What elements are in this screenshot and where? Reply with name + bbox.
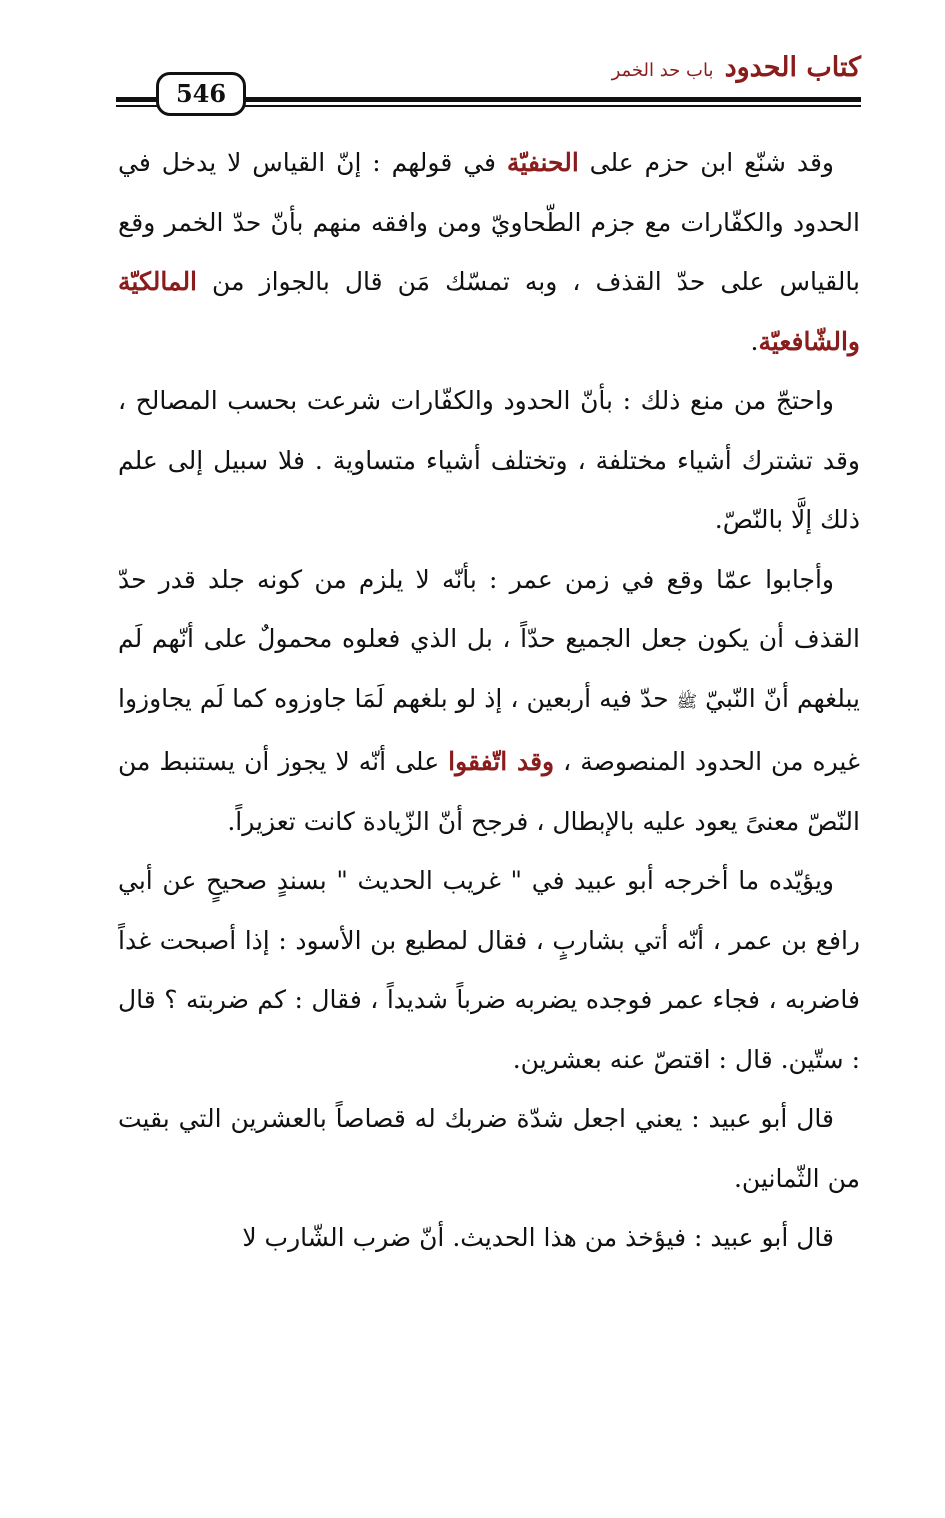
emphasized-term: وقد اتّفقوا [448, 747, 555, 776]
book-title: كتاب الحدود [724, 52, 861, 83]
paragraph-text: حدّ فيه أربعين ، إذ لو بلغهم لَمَا جاوزوه كما لَم يجاوزوا غيره من الحدود المنصوصة ، [118, 683, 860, 776]
body-paragraph [118, 1208, 860, 1268]
page-header [116, 50, 861, 110]
paragraph-text: . [750, 326, 759, 356]
body-paragraph [118, 371, 860, 550]
paragraph-text: وقد شنّع ابن حزم على [578, 148, 834, 177]
chapter-title: باب حد الخمر [611, 60, 714, 81]
emphasized-term: المالكيّة والشّافعيّة [118, 267, 860, 356]
page-number: 546 [156, 72, 246, 116]
paragraph-text: قال أبو عبيد : فيؤخذ من هذا الحديث. أنّ ضرب الشّارب لا [242, 1223, 834, 1252]
paragraph-text: قال أبو عبيد : يعني اجعل شدّة ضربك له قصاصاً بالعشرين التي بقيت من الثّمانين. [118, 1104, 860, 1193]
emphasized-term: الحنفيّة [506, 148, 579, 177]
paragraph-text: واحتجّ من منع ذلك : بأنّ الحدود والكفّارات شرعت بحسب المصالح ، وقد تشترك أشياء مختلفة ، وتختلف أشياء متساوية . فلا سبيل إلى علم ذلك إلَّا بالنّصّ. [118, 386, 860, 534]
running-title [612, 52, 861, 83]
paragraph-text: على أنّه لا يجوز أن يستنبط من النّصّ معنىً يعود عليه بالإبطال ، فرجح أنّ الزّيادة كانت تعزيراً. [118, 747, 860, 836]
body-paragraph [118, 1089, 860, 1208]
paragraph-text: وأجابوا عمّا وقع في زمن عمر : بأنّه لا يلزم من كونه جلد قدر حدّ القذف أن يكون جعل الجميع حدّاً ، بل الذي فعلوه محمولٌ على أنّهم لَم يبلغهم أنّ النّبيّ [118, 564, 860, 713]
paragraph-text: في قولهم : إنّ القياس لا يدخل في الحدود والكفّارات مع جزم الطّحاويّ ومن وافقه منهم بأنّ حدّ الخمر وقع بالقياس على حدّ القذف ، وبه تمسّك مَن قال بالجواز من [118, 148, 860, 296]
body-paragraph [118, 550, 860, 852]
honorific-glyph: ﷺ [676, 691, 698, 712]
paragraph-text: ويؤيّده ما أخرجه أبو عبيد في " غريب الحديث " بسندٍ صحيحٍ عن أبي رافع بن عمر ، أنّه أتي بشاربٍ ، فقال لمطيع بن الأسود : إذا أصبحت غداً فاضربه ، فجاء عمر فوجده يضربه ضرباً شديداً ، فقال : كم ضربته ؟ قال : ستّين. قال : اقتصّ عنه بعشرين. [118, 866, 860, 1074]
body-paragraph [118, 851, 860, 1089]
body-paragraph [118, 133, 860, 371]
page-body [118, 133, 860, 1268]
